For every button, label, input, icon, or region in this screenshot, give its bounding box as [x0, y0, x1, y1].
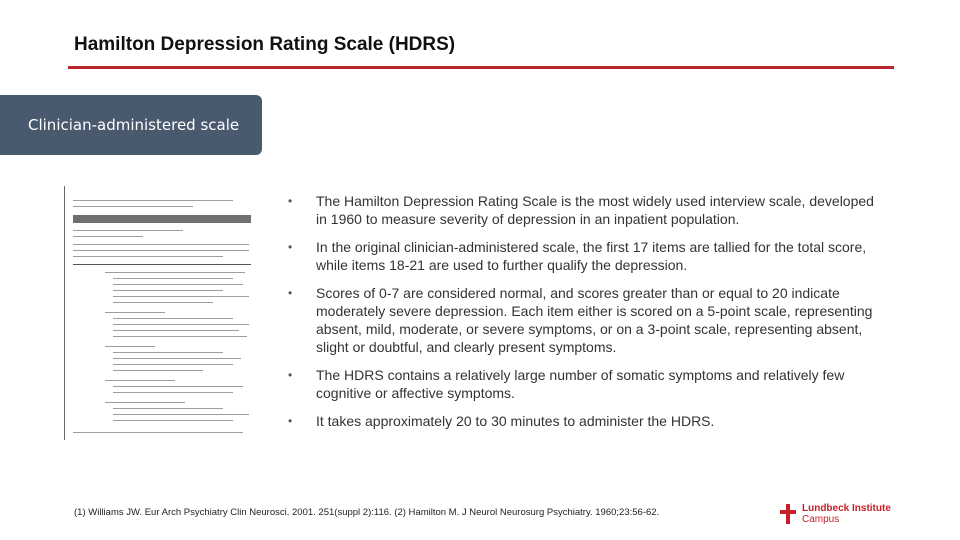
bullet-item: • The HDRS contains a relatively large number of somatic symptoms and relatively few cognitive or affective symptoms. [288, 367, 845, 401]
page-title: Hamilton Depression Rating Scale (HDRS) [74, 34, 456, 55]
logo-line1: Lundbeck Institute [802, 503, 891, 514]
scale-form-thumbnail [64, 186, 253, 440]
logo-line2: Campus [802, 514, 840, 525]
bullet-item: • It takes approximately 20 to 30 minutes to administer the HDRS. [288, 413, 715, 429]
bullet-item: • Scores of 0-7 are considered normal, and scores greater than or equal to 20 indicate moderately severe depression. Each item either is scored on a 5-point scale, representing absent, mild, moderate, or severe symptoms, or on a 3-point scale, representing absent, slight or doubtful, and clearly present symptoms. [288, 285, 873, 355]
bullet-item: • In the original clinician-administered scale, the first 17 items are tallied for the total score, while items 18-21 are used to further qualify the depression. [288, 239, 867, 273]
title-divider [68, 66, 894, 69]
footnote: (1) Williams JW. Eur Arch Psychiatry Clin Neurosci. 2001. 251(suppl 2):116. (2) Hamilton M. J Neurol Neurosurg Psychiatry. 1960;23:56-62. [74, 507, 660, 518]
section-tag [0, 95, 262, 155]
thumbnail-heading-bar [73, 215, 251, 223]
cross-icon [780, 504, 796, 524]
lundbeck-logo [780, 503, 891, 525]
bullet-list [288, 192, 888, 440]
section-tag-label: Clinician-administered scale [28, 116, 240, 134]
bullet-item: • The Hamilton Depression Rating Scale is the most widely used interview scale, developed in 1960 to measure severity of depression in an inpatient population. [288, 193, 874, 227]
